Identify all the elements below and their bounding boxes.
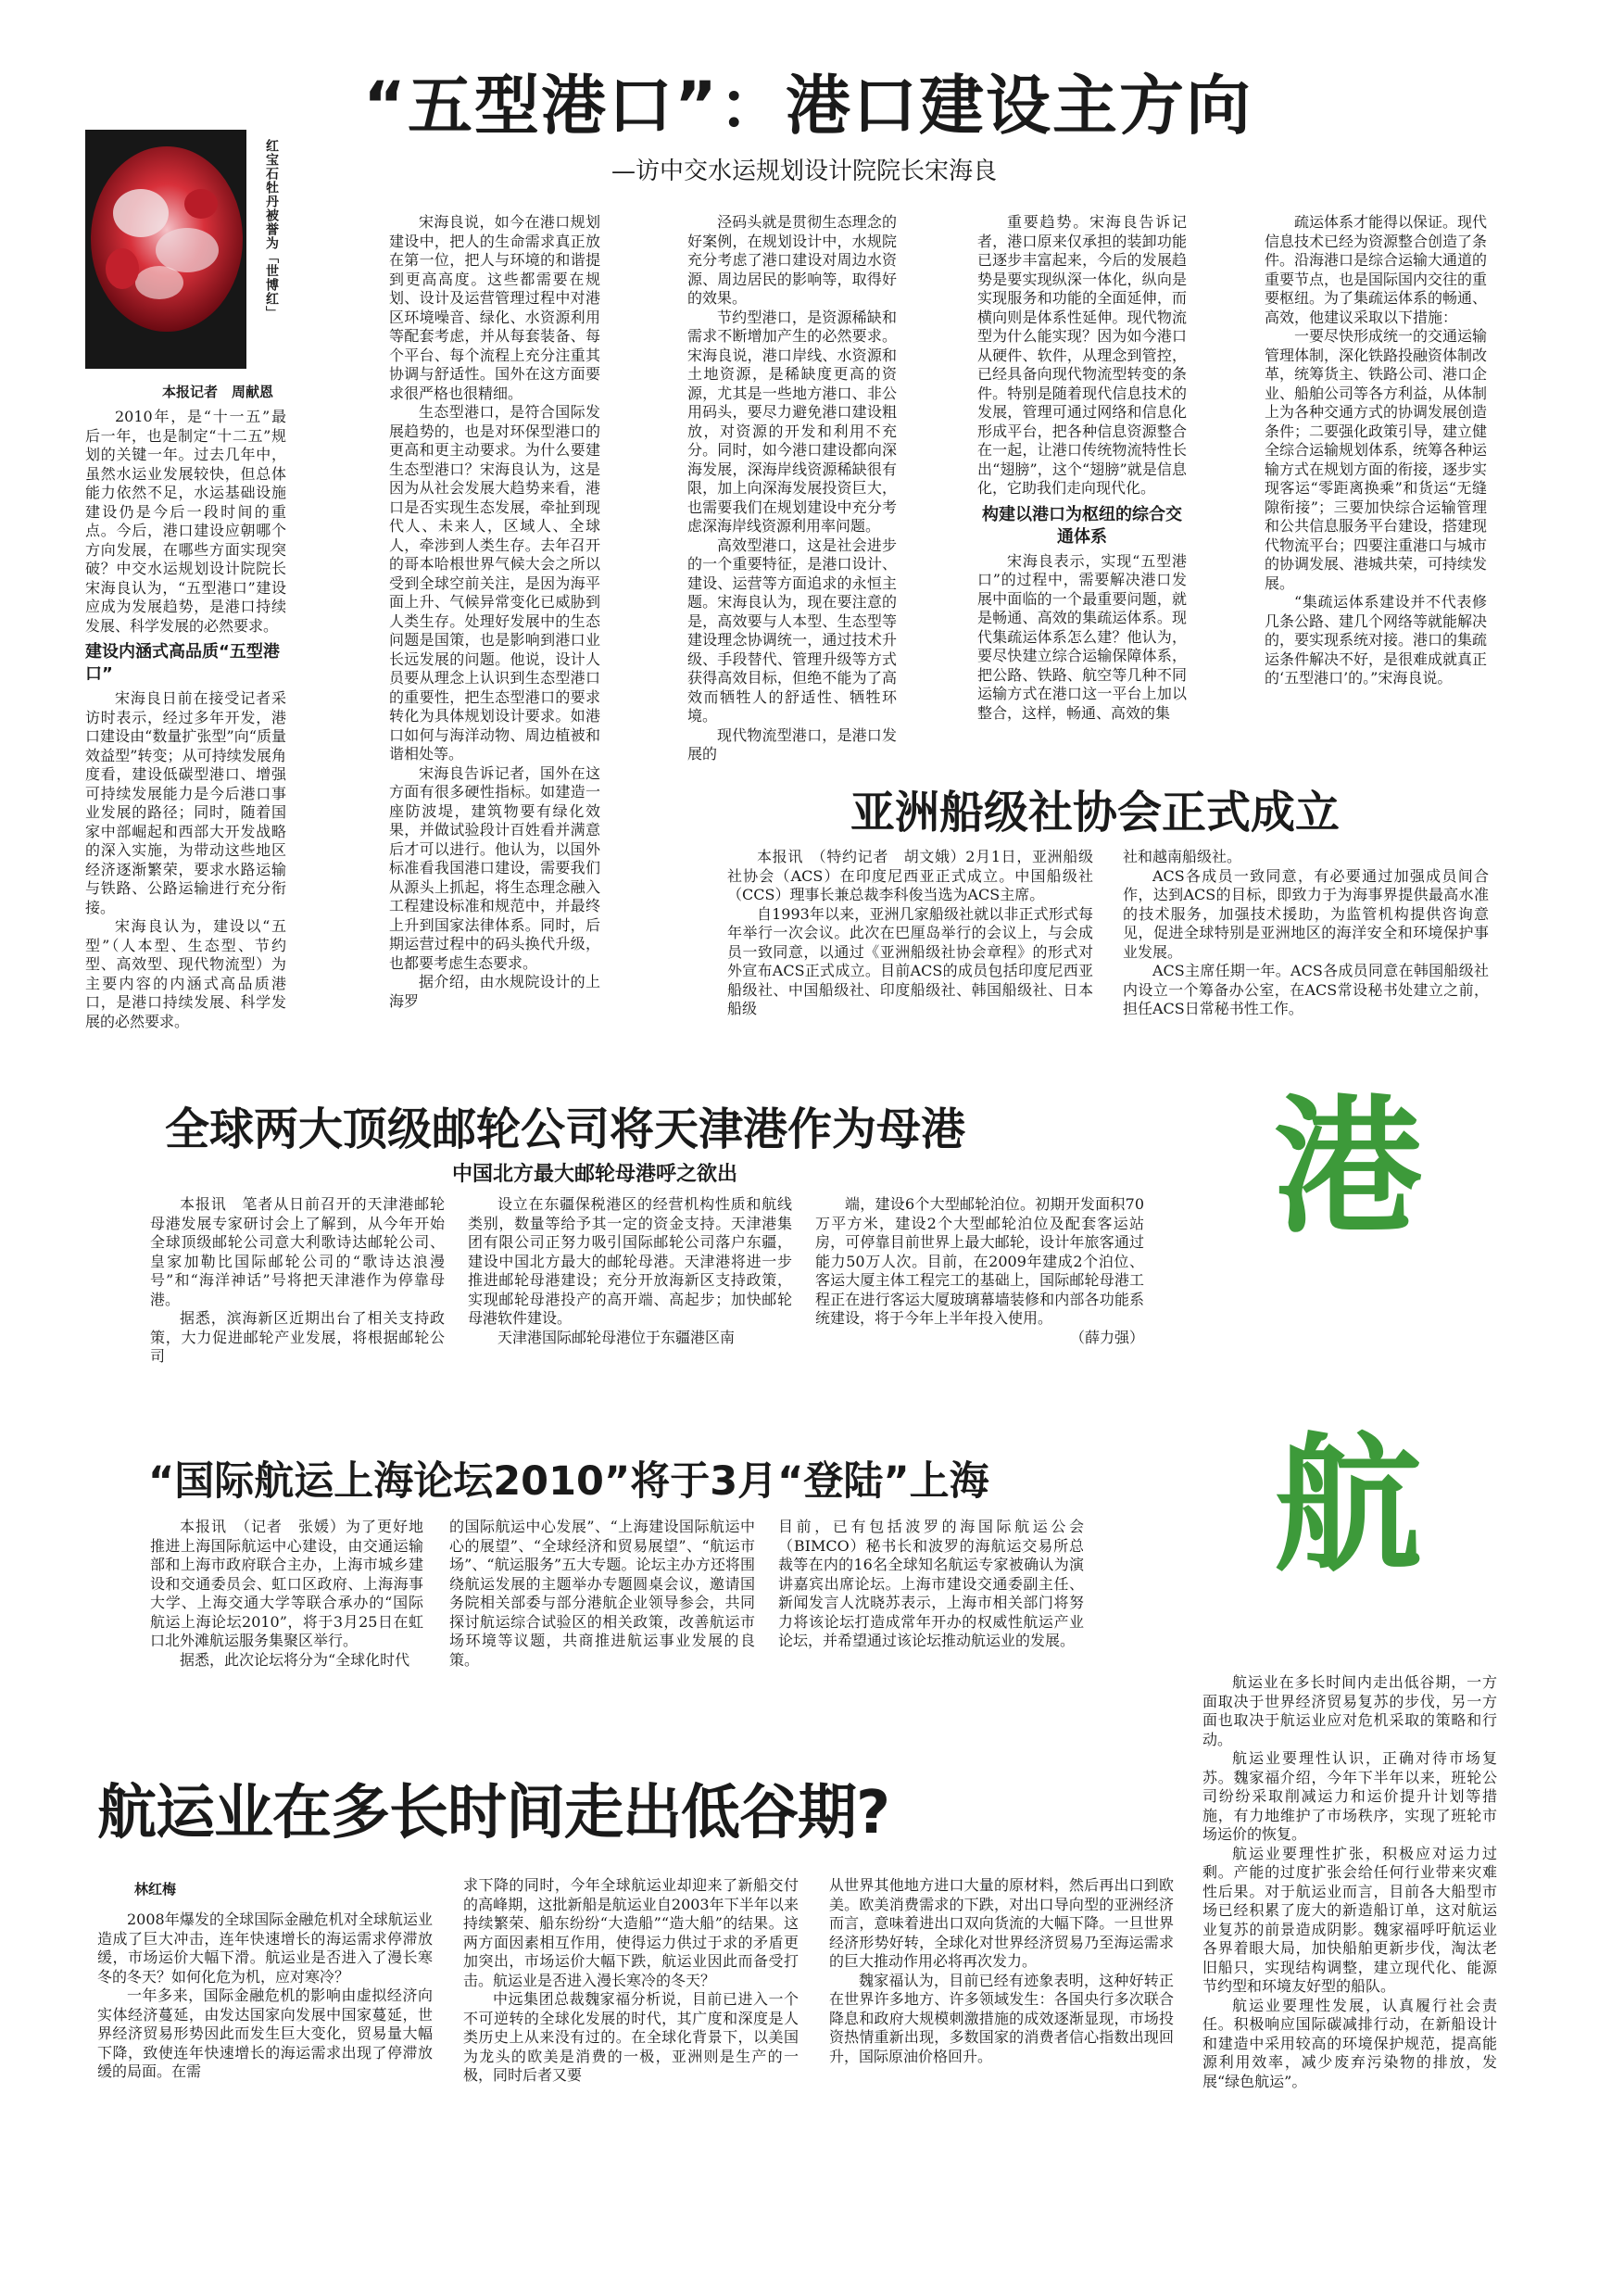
paragraph: 魏家福认为，目前已经有迹象表明，这种好转正在世界许多地方、许多领域发生：各国央行多次联合降息和政府大规模刺激措施的成效逐渐显现，市场投资热情重新出现，多数国家的消费者信心指数出现回升，国际原油价格回升。 xyxy=(829,1971,1174,2065)
paragraph: 宋海良说，如今在港口规划建设中，把人的生命需求真正放在第一位，把人与环境的和谐提到更高高度。这些都需要在规划、设计及运营管理过程中对港区环境噪音、绿化、水资源利用等配套考虑，并从每套装备、每个平台、每个流程上充分注重其协调与舒适性。国外在这方面要求很严格也很精细。 xyxy=(389,213,600,402)
art4-column-3 xyxy=(778,1518,1084,1698)
art1-subheading-2: 构建以港口为枢纽的综合交通体系 xyxy=(982,504,1182,547)
paragraph: 一年多来，国际金融危机的影响由虚拟经济向实体经济蔓延，由发达国家向发展中国家蔓延，世界经济贸易形势因此而发生巨大变化，贸易量大幅下降，致使连年快速增长的海运需求出现了停滞放缓的局面。在需 xyxy=(97,1986,433,2080)
art1-column-3 xyxy=(687,213,897,763)
paragraph: 自1993年以来，亚洲几家船级社就以非正式形式每年举行一次会议。此次在巴厘岛举行的会议上，与会成员一致同意，以通过《亚洲船级社协会章程》的形式对外宣布ACS正式成立。目前ACS的成员包括印度尼西亚船级社、中国船级社、印度船级社、韩国船级社、日本船级 xyxy=(727,904,1093,1017)
art4-title: “国际航运上海论坛2010”将于3月“登陆”上海 xyxy=(148,1458,989,1505)
paragraph: 本报讯 （特约记者 胡文娥）2月1日，亚洲船级社协会（ACS）在印度尼西亚正式成立。中国船级社（CCS）理事长兼总裁李科俊当选为ACS主席。 xyxy=(727,848,1093,903)
paragraph: ACS各成员一致同意，有必要通过加强成员间合作，达到ACS的目标，即致力于为海事界提供最高水准的技术服务，加强技术援助，为监管机构提供咨询意见，促进全球特别是亚洲地区的海洋安全和环境保护事业发展。 xyxy=(1123,866,1489,961)
paragraph: 目前，已有包括波罗的海国际航运公会（BIMCO）秘书长和波罗的海航运交易所总裁等在内的16名全球知名航运专家被确认为演讲嘉宾出席论坛。上海市建设交通委副主任、新闻发言人沈晓苏表示，上海市相关部门将努力将该论坛打造成常年开办的权威性航运产业论坛，并希望通过该论坛推动航运业的发展。 xyxy=(778,1518,1084,1649)
art3-column-3 xyxy=(815,1195,1144,1376)
art4-column-2 xyxy=(449,1518,755,1698)
paragraph: 端，建设6个大型邮轮泊位。初期开发面积70万平方米，建设2个大型邮轮泊位及配套客运站房，可停靠目前世界上最大邮轮，设计年旅客通过能力50万人次。目前，在2009年建成2个泊位、客运大厦主体工程完工的基础上，国际邮轮母港工程正在进行客运大厦玻璃幕墙装修和内部各功能系统建设，将于今年上半年投入使用。 xyxy=(815,1195,1144,1327)
side-column xyxy=(1202,1673,1497,2192)
art5-column-3 xyxy=(829,1876,1174,2173)
paragraph: 重要趋势。宋海良告诉记者，港口原来仅承担的装卸功能已逐步丰富起来，今后的发展趋势是要实现纵深一体化，纵向是实现服务和功能的全面延伸，而横向则是体系性延伸。现代物流型为什么能实现？因为如今港口从硬件、软件，从理念到管控，已经具备向现代物流型转变的条件。特别是随着现代信息技术的发展，管理可通过网络和信息化形成平台，把各种信息资源整合在一起，让港口传统物流特性长出“翅膀”，这个“翅膀”就是信息化，它助我们走向现代化。 xyxy=(977,213,1187,497)
paragraph: “集疏运体系建设并不代表修几条公路、建几个网络等就能解决的，要实现系统对接。港口的集疏运条件解决不好，是很难成就真正的‘五型港口’的。”宋海良说。 xyxy=(1265,593,1488,687)
side-char-hang: 航 xyxy=(1274,1419,1423,1592)
paragraph: 据悉，滨海新区近期出台了相关支持政策，大力促进邮轮产业发展，将根据邮轮公司 xyxy=(150,1309,445,1365)
art1-title: “五型港口”：港口建设主方向 xyxy=(363,68,1253,144)
paragraph: 的国际航运中心发展”、“上海建设国际航运中心的展望”、“全球经济和贸易展望”、“航运市场”、“航运服务”五大专题。论坛主办方还将围绕航运发展的主题举办专题圆桌会议，邀请国务院相关部委与部分港航企业领导参会，共同探讨航运综合试验区的相关政策，改善航运市场环境等议题，共商推进航运事业发展的良策。 xyxy=(449,1518,755,1669)
paragraph: 宋海良告诉记者，国外在这方面有很多硬性指标。如建造一座防波堤，建筑物要有绿化效果，并做试验段计百姓看并满意后才可以进行。他认为，以国外标准看我国港口建设，需要我们从源头上抓起，将生态理念融入工程建设标准和规范中，并最终上升到国家法律体系。同时，后期运营过程中的码头换代升级，也都要考虑生态要求。 xyxy=(389,763,600,972)
art1-byline: 本报记者 周献恩 xyxy=(162,384,274,400)
paragraph: 据介绍，由水规院设计的上海罗 xyxy=(389,973,600,1010)
paragraph: 本报讯 （记者 张媛）为了更好地推进上海国际航运中心建设，由交通运输部和上海市政府联合主办，上海市城乡建设和交通委员会、虹口区政府、上海海事大学、上海交通大学等联合承办的“国际航运上海论坛2010”，将于3月25日在虹口北外滩航运服务集聚区举行。 xyxy=(150,1518,423,1649)
paragraph: 社和越南船级社。 xyxy=(1123,848,1242,865)
paragraph: 据悉，此次论坛将分为“全球化时代 xyxy=(180,1650,410,1669)
paragraph: 天津港国际邮轮母港位于东疆港区南 xyxy=(497,1328,736,1346)
art1-column-4 xyxy=(977,213,1187,732)
paragraph: ACS主席任期一年。ACS各成员同意在韩国船级社内设立一个筹备办公室，在ACS常设秘书处建立之前，担任ACS日常秘书性工作。 xyxy=(1123,962,1489,1017)
art1-subheading-1: 建设内涵式高品质“五型港口” xyxy=(85,642,280,684)
photo-caption: 红宝石牡丹被誉为「世博红」 xyxy=(264,139,279,320)
paragraph: 泾码头就是贯彻生态理念的好案例，在规划设计中，水规院充分考虑了港口建设对周边水资源、周边居民的影响等，取得好的效果。 xyxy=(687,213,897,307)
art4-column-1 xyxy=(150,1518,423,1698)
art1-column-5 xyxy=(1265,213,1487,732)
art5-column-2 xyxy=(463,1876,799,2173)
paragraph: 设立在东疆保税港区的经营机构性质和航线类别，数量等给予其一定的资金支持。天津港集团有限公司正努力吸引国际邮轮公司落户东疆，建设中国北方最大的邮轮母港。天津港将进一步推进邮轮母港建设；充分开放海新区支持政策，实现邮轮母港投产的高开端、高起步；加快邮轮母港软件建设。 xyxy=(468,1195,792,1327)
paragraph: 航运业要理性扩张，积极应对运力过剩。产能的过度扩张会给任何行业带来灾难性后果。对于航运业而言，目前各大船型市场已经积累了庞大的新造船订单，这对航运业复苏的前景造成阴影。魏家福呼吁航运业各界着眼大局，加快船舶更新步伐，淘汰老旧船只，实现结构调整，建立现代化、能源节约型和环境友好型的船队。 xyxy=(1202,1844,1497,1995)
art5-column-1 xyxy=(97,1911,433,2179)
paragraph: 节约型港口，是资源稀缺和需求不断增加产生的必然要求。宋海良说，港口岸线、水资源和土地资源，是稀缺度更高的资源，尤其是一些地方港口、非公用码头，要尽力避免港口建设粗放，对资源的开发和利用不充分。同时，如今港口建设都向深海发展，深海岸线资源稀缺很有限，加上向深海发展投资巨大，也需要我们在规划建设中充分考虑深海岸线资源利用率问题。 xyxy=(687,308,897,535)
art1-subtitle: —访中交水运规划设计院院长宋海良 xyxy=(611,158,998,185)
art1-column-1 xyxy=(85,408,286,1030)
art5-title: 航运业在多长时间走出低谷期? xyxy=(97,1779,890,1848)
paragraph: 生态型港口，是符合国际发展趋势的，也是对环保型港口的更高和更主动要求。为什么要建生态型港口？宋海良认为，这是因为从社会发展大趋势来看，港口是否实现生态发展，牵扯到现代人、未来人，区域人、全球人，牵涉到人类生存。去年召开的哥本哈根世界气候大会之所以受到全球空前关注，是因为海平面上升、气候异常变化已威胁到人类生存。处理好发展中的生态问题是国策，也是影响到港口业长远发展的问题。他说，设计人员要从理念上认识到生态型港口的重要性，把生态型港口的要求转化为具体规划设计要求。如港口如何与海洋动物、周边植被和谐相处等。 xyxy=(389,403,600,763)
art5-byline: 林红梅 xyxy=(134,1881,177,1898)
art1-column-2 xyxy=(389,213,600,1010)
paragraph: 宋海良日前在接受记者采访时表示，经过多年开发，港口建设由“数量扩张型”向“质量效益型”转变；从可持续发展角度看，建设低碳型港口、增强可持续发展能力是今后港口事业发展的路径；同时，随着国家中部崛起和西部大开发战略的深入实施，为带动这些地区经济逐渐繁荣，要求水路运输与铁路、公路运输进行充分衔接。 xyxy=(85,689,286,916)
art3-column-1 xyxy=(150,1195,445,1376)
art3-subtitle: 中国北方最大邮轮母港呼之欲出 xyxy=(452,1163,738,1186)
author-credit: （薛力强） xyxy=(1069,1328,1144,1346)
art2-column-2 xyxy=(1123,848,1489,1028)
paragraph: 一要尽快形成统一的交通运输管理体制，深化铁路投融资体制改革，统筹货主、铁路公司、港口企业、船舶公司等各方利益，从体制上为各种交通方式的协调发展创造条件；二要强化政策引导，建立健全综合运输规划体系，统筹各种运输方式在规划方面的衔接，逐步实现客运“零距离换乘”和货运“无缝隙衔接”；三要加快综合运输管理和公共信息服务平台建设，搭建现代物流平台；四要注重港口与城市的协调发展、港城共荣，可持续发展。 xyxy=(1265,327,1488,592)
paragraph: 航运业要理性认识，正确对待市场复苏。魏家福介绍，今年下半年以来，班轮公司纷纷采取削减运力和运价提升计划等措施，有力地维护了市场秩序，实现了班轮市场运价的恢复。 xyxy=(1202,1749,1497,1843)
paragraph: 宋海良认为，建设以“五型”（人本型、生态型、节约型、高效型、现代物流型）为主要内容的内涵式高品质港口，是港口持续发展、科学发展的必然要求。 xyxy=(85,917,286,1030)
paragraph: 航运业在多长时间内走出低谷期，一方面取决于世界经济贸易复苏的步伐，另一方面也取决于航运业应对危机采取的策略和行动。 xyxy=(1202,1673,1497,1748)
paragraph: 高效型港口，这是社会进步的一个重要特征，是港口设计、建设、运营等方面追求的永恒主题。宋海良认为，现在要注意的是，高效要与人本型、生态型等建设理念协调统一，通过技术升级、手段替代、管理升级等方式获得高效目标，但绝不能为了高效而牺牲人的舒适性、牺牲环境。 xyxy=(687,536,897,725)
art3-title: 全球两大顶级邮轮公司将天津港作为母港 xyxy=(165,1103,966,1155)
paragraph: 从世界其他地方进口大量的原材料，然后再出口到欧美。欧美消费需求的下跌，对出口导向型的亚洲经济而言，意味着进出口双向货流的大幅下降。一旦世界经济形势好转，全球化对世界经济贸易乃至海运需求的巨大推动作用必将再次发力。 xyxy=(829,1876,1174,1970)
art3-column-2 xyxy=(468,1195,792,1376)
paragraph: 宋海良表示，实现“五型港口”的过程中，需要解决港口发展中面临的一个最重要问题，就是畅通、高效的集疏运体系。现代集疏运体系怎么建？他认为，要尽快建立综合运输保障体系，把公路、铁路、航空等几种不同运输方式在港口这一平台上加以整合，这样，畅通、高效的集 xyxy=(977,551,1187,722)
paragraph: 航运业要理性发展，认真履行社会责任。积极响应国际碳减排行动，在新船设计和建造中采用较高的环境保护规范，提高能源利用效率，减少废弃污染物的排放，发展“绿色航运”。 xyxy=(1202,1996,1497,2090)
paragraph: 中远集团总裁魏家福分析说，目前已进入一个不可逆转的全球化发展的时代，其广度和深度是人类历史上从来没有过的。在全球化背景下，以美国为龙头的欧美是消费的一极，亚洲则是生产的一极，同时后者又要 xyxy=(463,1990,799,2084)
paragraph: 求下降的同时，今年全球航运业却迎来了新船交付的高峰期，这批新船是航运业自2003年下半年以来持续繁荣、船东纷纷“大造船”“造大船”的结果。这两方面因素相互作用，使得运力供过于求的矛盾更加突出，市场运价大幅下跌，航运业因此而备受打击。航运业是否进入漫长寒冷的冬天？ xyxy=(463,1876,799,1989)
art2-title: 亚洲船级社协会正式成立 xyxy=(850,787,1341,839)
peony-photo xyxy=(85,130,246,369)
paragraph: 2008年爆发的全球国际金融危机对全球航运业造成了巨大冲击，连年快速增长的海运需求停滞放缓，市场运价大幅下滑。航运业是否进入了漫长寒冬的冬天？如何化危为机，应对寒冷？ xyxy=(97,1911,433,1986)
paragraph: 疏运体系才能得以保证。现代信息技术已经为资源整合创造了条件。沿海港口是综合运输大通道的重要节点，也是国际国内交往的重要枢纽。为了集疏运体系的畅通、高效，他建议采取以下措施： xyxy=(1265,213,1488,326)
paragraph: 2010年，是“十一五”最后一年，也是制定“十二五”规划的关键一年。过去几年中，虽然水运业发展较快，但总体能力依然不足，水运基础设施建设仍是今后一段时间的重点。今后，港口建设应朝哪个方向发展，在哪些方面实现突破？中交水运规划设计院院长宋海良认为，“五型港口”建设应成为发展趋势，是港口持续发展、科学发展的必然要求。 xyxy=(85,408,286,635)
paragraph: 现代物流型港口，是港口发展的 xyxy=(687,725,897,763)
art2-column-1 xyxy=(727,848,1093,1028)
paragraph: 本报讯 笔者从日前召开的天津港邮轮母港发展专家研讨会上了解到，从今年开始全球顶级邮轮公司意大利歌诗达邮轮公司、皇家加勒比国际邮轮公司的“歌诗达浪漫号”和“海洋神话”号将把天津港作为停靠母港。 xyxy=(150,1195,445,1308)
side-char-gang: 港 xyxy=(1274,1080,1423,1254)
